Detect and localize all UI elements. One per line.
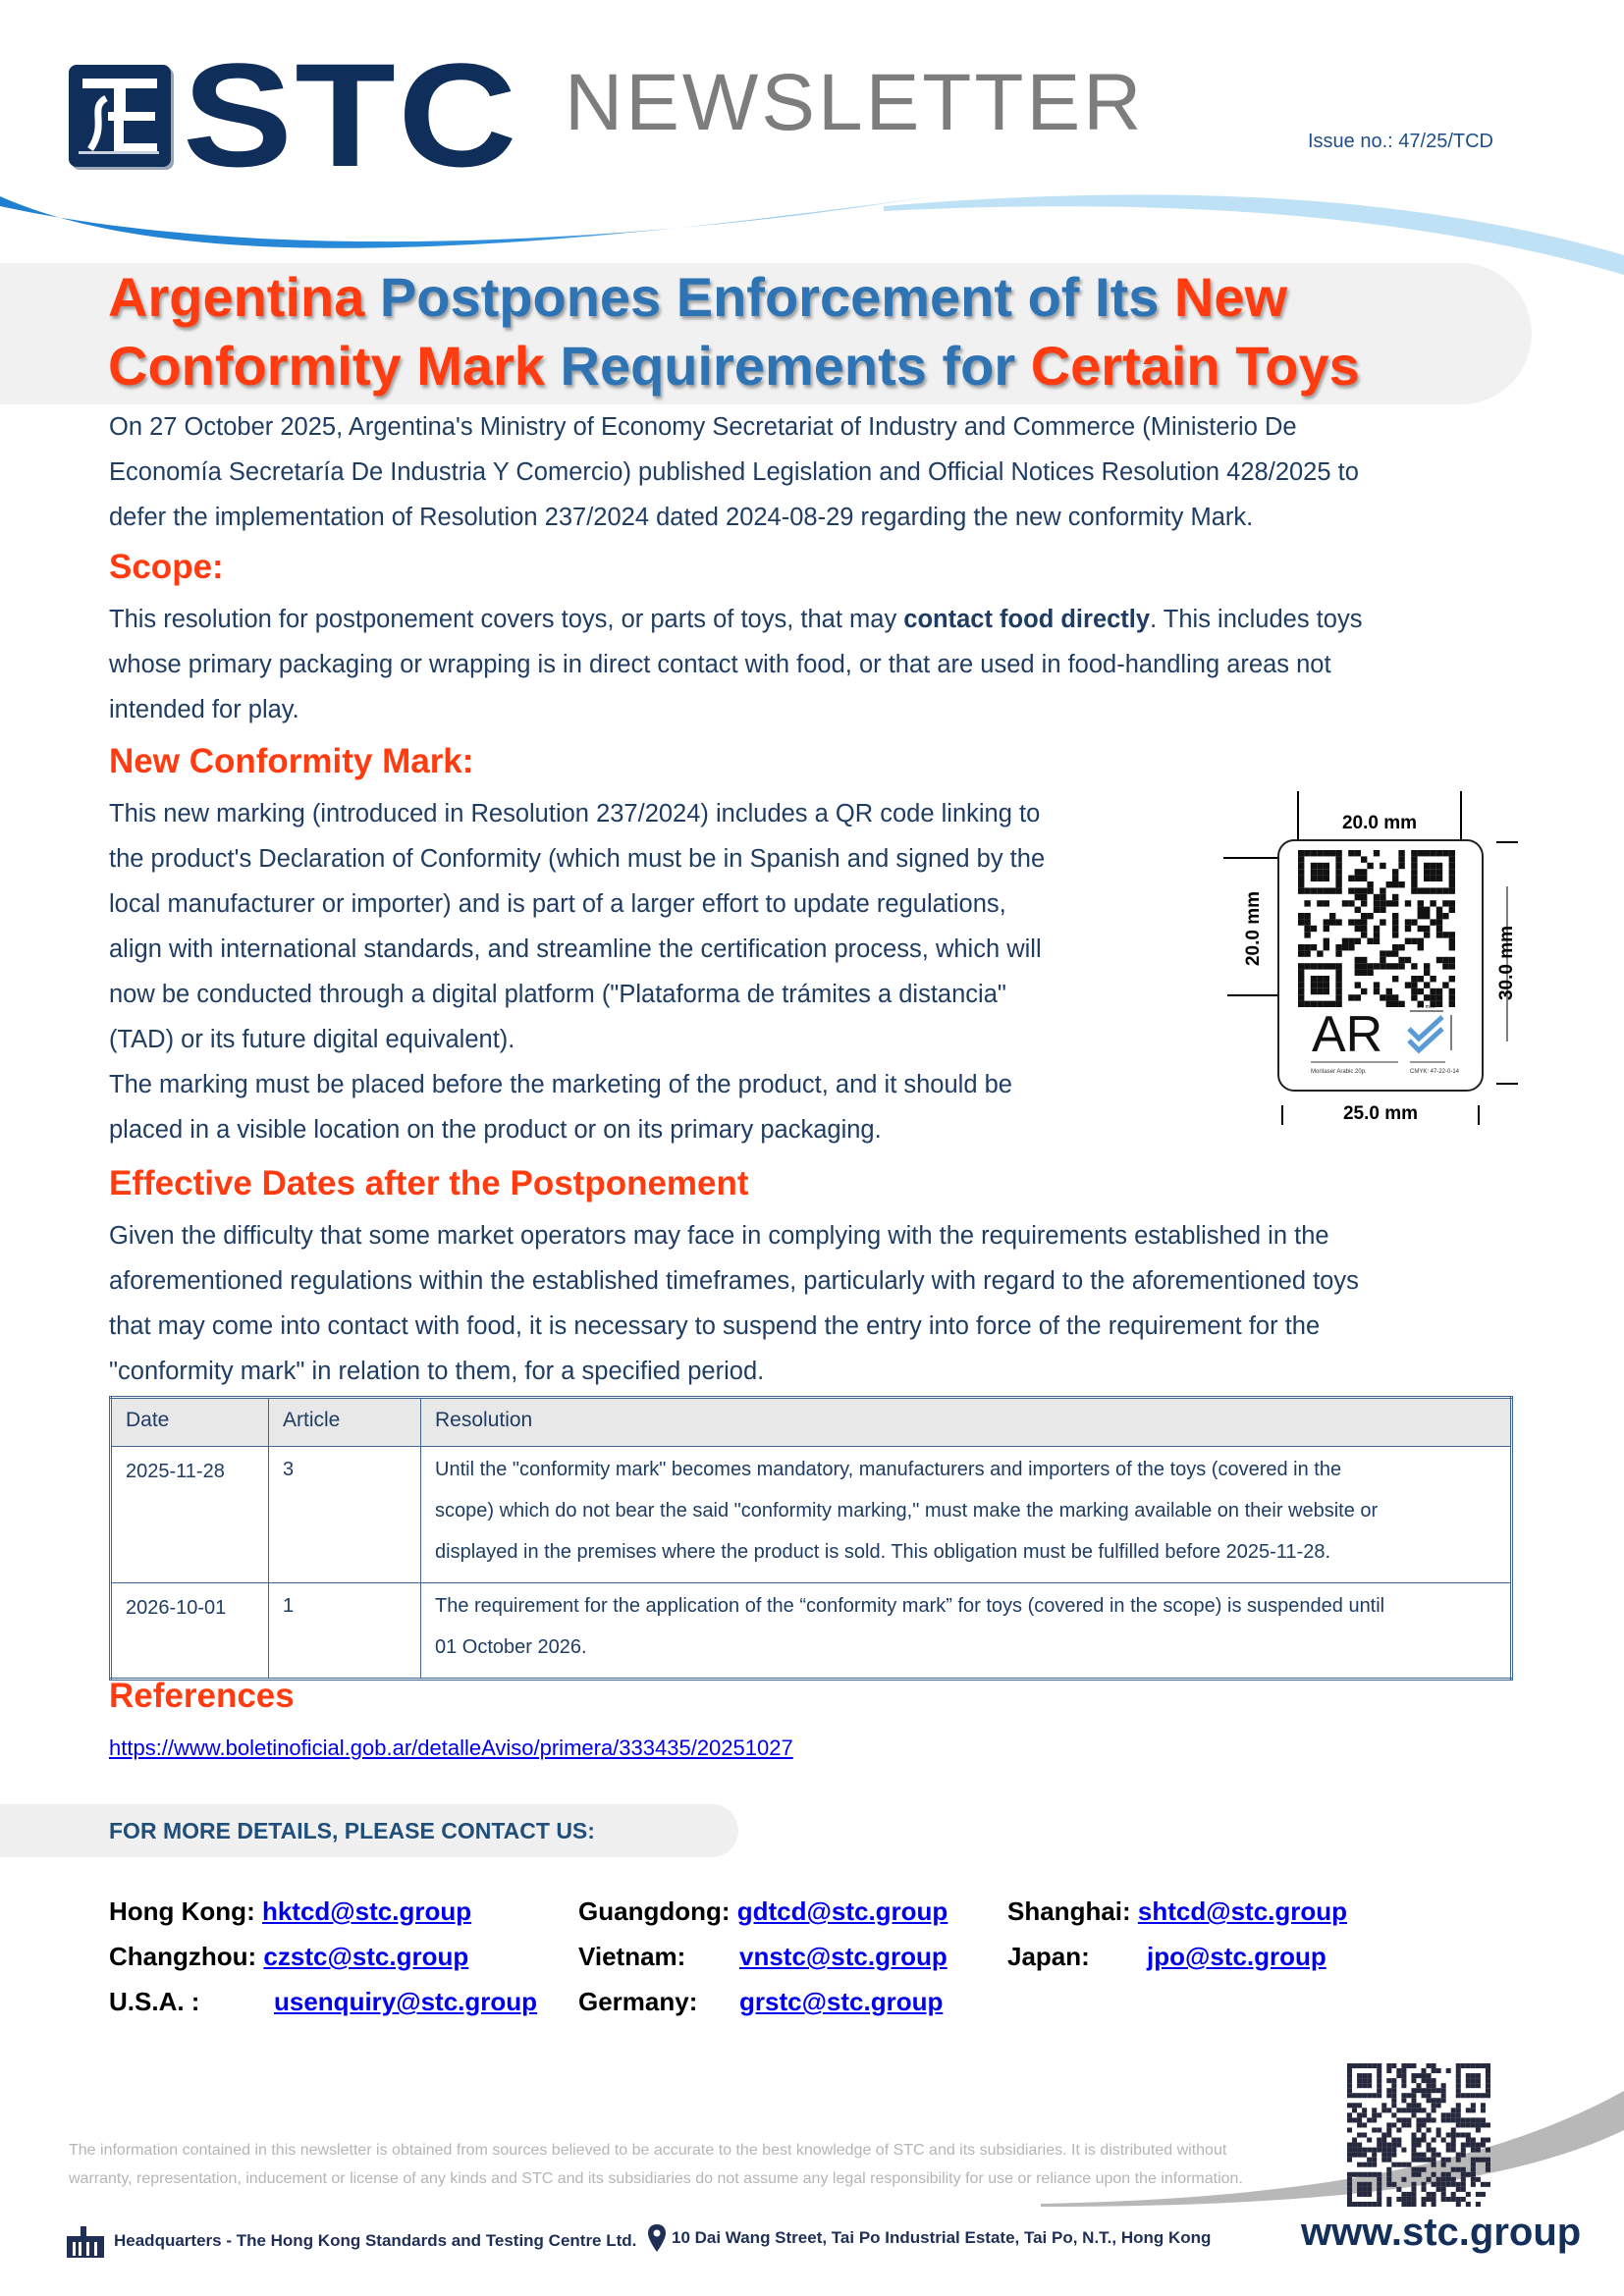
effective-line: "conformity mark" in relation to them, for a specified period. (109, 1358, 765, 1385)
reference-link[interactable]: https://www.boletinoficial.gob.ar/detalleAviso/primera/333435/20251027 (109, 1735, 793, 1760)
ar-mark-text: AR (1312, 1006, 1383, 1063)
header-wave-decoration (0, 187, 1624, 275)
scope-paragraph (109, 597, 1533, 732)
contact-label: U.S.A. : (109, 1987, 200, 2016)
table-row (111, 1583, 1512, 1680)
conformity-line: now be conducted through a digital platform ("Plataforma de trámites a distancia" (109, 981, 1006, 1008)
contact-label: Shanghai: (1007, 1896, 1131, 1926)
effective-paragraph (109, 1213, 1533, 1394)
conformity-paragraph (109, 791, 1189, 1152)
title-segment: Conformity Mark (108, 335, 545, 397)
column-header-article: Article (269, 1398, 421, 1447)
font-note: Montaser Arabic 20p. (1311, 1069, 1367, 1075)
cell-article: 3 (269, 1447, 421, 1583)
conformity-line: local manufacturer or importer) and is part of a larger effort to update regulations, (109, 890, 1006, 918)
intro-line: Economía Secretaría De Industria Y Comercio) published Legislation and Official Notices Resolution 428/2025 to (109, 458, 1359, 486)
dim-bottom-label: 25.0 mm (1342, 1103, 1419, 1124)
title-segment: New (1173, 266, 1288, 328)
contact-title: FOR MORE DETAILS, PLEASE CONTACT US: (109, 1818, 595, 1843)
effective-line: that may come into contact with food, it is necessary to suspend the entry into force of the requirement for the (109, 1312, 1321, 1340)
intro-line: defer the implementation of Resolution 237/2024 dated 2024-08-29 regarding the new conformity Mark. (109, 504, 1254, 531)
contact-email[interactable]: usenquiry@stc.group (274, 1987, 538, 2016)
contact-label: Germany: (578, 1987, 698, 2016)
contact-email[interactable]: vnstc@stc.group (739, 1942, 947, 1971)
cell-resolution (421, 1583, 1512, 1680)
website-qr-code-icon[interactable] (1347, 2063, 1490, 2207)
contact-label: Japan: (1007, 1942, 1090, 1971)
scope-emphasis: contact food directly (903, 606, 1151, 633)
contact-label: Guangdong: (578, 1896, 731, 1926)
stc-logo-emblem (69, 65, 171, 167)
resolution-line: The requirement for the application of the “conformity mark” for toys (covered in the scope) is suspended until (435, 1595, 1385, 1617)
references-heading: References (109, 1677, 295, 1715)
contact-entry (578, 1987, 943, 2017)
scope-text: . This includes toys (1150, 606, 1363, 633)
column-header-resolution: Resolution (421, 1398, 1512, 1447)
resolution-line: scope) which do not bear the said "conformity marking," must make the marking available on their website or (435, 1500, 1379, 1522)
conformity-line: placed in a visible location on the product or on its primary packaging. (109, 1116, 882, 1144)
contact-entry (1007, 1896, 1347, 1927)
small-dim-label: 5.0 m.m. (1417, 1004, 1436, 1010)
disclaimer-line: The information contained in this newsletter is obtained from sources believed to be accurate to the best knowledge of STC and its subsidiaries. It is distributed without (69, 2142, 1227, 2159)
disclaimer (69, 2136, 1296, 2193)
address-info (648, 2224, 1211, 2252)
scope-line: whose primary packaging or wrapping is in direct contact with food, or that are used in food-handling areas not (109, 651, 1331, 678)
color-note: CMYK: 47-22-0-14 (1410, 1069, 1460, 1075)
disclaimer-line: warranty, representation, inducement or license of any kinds and STC and its subsidiaries do not assume any legal responsibility for use or reliance upon the information. (69, 2170, 1243, 2187)
cell-date: 2025-11-28 (111, 1447, 269, 1583)
title-segment: Certain Toys (1030, 335, 1360, 397)
newsletter-label: NEWSLETTER (565, 58, 1145, 147)
contact-entry (109, 1987, 537, 2017)
dim-left-label: 20.0 mm (1243, 890, 1264, 967)
contact-email[interactable]: shtcd@stc.group (1137, 1896, 1348, 1926)
effective-line: Given the difficulty that some market operators may face in complying with the requirements established in the (109, 1222, 1329, 1250)
effective-dates-heading: Effective Dates after the Postponement (109, 1164, 749, 1202)
scope-heading: Scope: (109, 548, 224, 586)
conformity-mark-figure (1200, 781, 1524, 1125)
website-url[interactable]: www.stc.group (1301, 2211, 1582, 2254)
contact-entry (578, 1942, 947, 1972)
column-header-date: Date (111, 1398, 269, 1447)
scope-line (109, 597, 1533, 642)
address-text: 10 Dai Wang Street, Tai Po Industrial Estate, Tai Po, N.T., Hong Kong (672, 2228, 1212, 2247)
conformity-heading: New Conformity Mark: (109, 742, 474, 780)
cell-article: 1 (269, 1583, 421, 1680)
headquarters-info (65, 2224, 636, 2258)
cell-date: 2026-10-01 (111, 1583, 269, 1680)
cell-resolution (421, 1447, 1512, 1583)
resolution-line: displayed in the premises where the product is sold. This obligation must be fulfilled before 2025-11-28. (435, 1541, 1331, 1563)
contact-email[interactable]: jpo@stc.group (1147, 1942, 1326, 1971)
location-pin-icon (648, 2224, 666, 2252)
conformity-line: align with international standards, and streamline the certification process, which will (109, 935, 1042, 963)
scope-text: This resolution for postponement covers toys, or parts of toys, that may (109, 606, 904, 633)
effective-dates-table (109, 1396, 1513, 1681)
dim-right-label: 30.0 mm (1496, 925, 1517, 1001)
conformity-line: the product's Declaration of Conformity (which must be in Spanish and signed by the (109, 845, 1046, 873)
title-segment: Postpones Enforcement of Its (379, 266, 1160, 328)
resolution-line: 01 October 2026. (435, 1636, 587, 1658)
title-segment: Argentina (108, 266, 365, 328)
building-icon (65, 2224, 106, 2258)
contact-label: Vietnam: (578, 1942, 686, 1971)
contact-email[interactable]: grstc@stc.group (739, 1987, 944, 2016)
contact-label: Hong Kong: (109, 1896, 255, 1926)
contact-entry (109, 1896, 471, 1927)
conformity-line: (TAD) or its future digital equivalent). (109, 1026, 515, 1053)
conformity-line: This new marking (introduced in Resolution 237/2024) includes a QR code linking to (109, 800, 1041, 828)
resolution-line: Until the "conformity mark" becomes mandatory, manufacturers and importers of the toys (covered in the (435, 1459, 1342, 1480)
ste-emblem-icon (69, 65, 171, 167)
intro-paragraph (109, 404, 1533, 540)
contact-label: Changzhou: (109, 1942, 257, 1971)
headquarters-text: Headquarters - The Hong Kong Standards and Testing Centre Ltd. (114, 2231, 637, 2250)
contact-email[interactable]: gdtcd@stc.group (736, 1896, 948, 1926)
contact-entry (578, 1896, 947, 1927)
table-header-row (111, 1398, 1512, 1447)
issue-number: Issue no.: 47/25/TCD (1308, 131, 1493, 152)
table-row (111, 1447, 1512, 1583)
effective-line: aforementioned regulations within the established timeframes, particularly with regard to the aforementioned toys (109, 1267, 1359, 1295)
title-segment: Requirements for (560, 335, 1016, 397)
page-title (108, 263, 1542, 400)
dim-top-label: 20.0 mm (1341, 813, 1418, 833)
intro-line: On 27 October 2025, Argentina's Ministry of Economy Secretariat of Industry and Commerce (Ministerio De (109, 413, 1297, 441)
contact-email[interactable]: czstc@stc.group (263, 1942, 469, 1971)
stc-logo-text: STC (183, 32, 519, 197)
scope-line: intended for play. (109, 696, 299, 723)
contact-entry (1007, 1942, 1326, 1972)
contact-entry (109, 1942, 468, 1972)
conformity-line: The marking must be placed before the marketing of the product, and it should be (109, 1071, 1012, 1098)
contact-email[interactable]: hktcd@stc.group (261, 1896, 472, 1926)
